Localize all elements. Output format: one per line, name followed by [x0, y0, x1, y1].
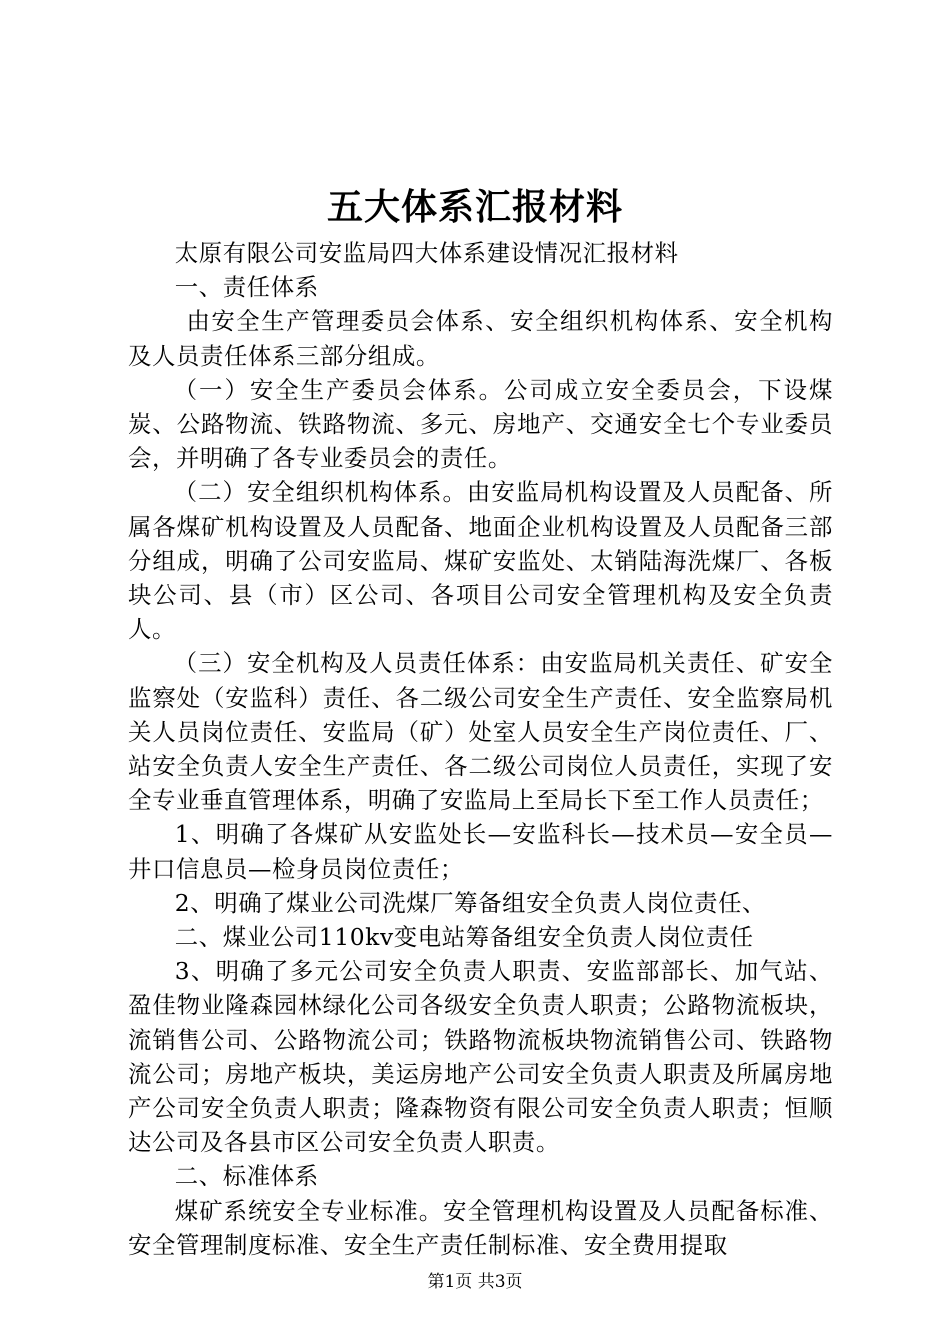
- section-heading-responsibility: 一、责任体系: [174, 273, 319, 302]
- paragraph: 由安全生产管理委员会体系、安全组织机构体系、安全机构及人员责任体系三部分组成。: [128, 307, 833, 370]
- paragraph: 二、煤业公司110kv变电站筹备组安全负责人岗位责任: [174, 923, 754, 952]
- paragraph: （三）安全机构及人员责任体系：由安监局机关责任、矿安全监察处（安监科）责任、各二级公司安全生产责任、安全监察局机关人员岗位责任、安监局（矿）处室人员安全生产岗位责任、厂、站安全负责人安全生产责任、各二级公司岗位人员责任，实现了安全专业垂直管理体系，明确了安监局上至局长下至工作人员责任；: [128, 649, 833, 815]
- paragraph: （二）安全组织机构体系。由安监局机构设置及人员配备、所属各煤矿机构设置及人员配备、地面企业机构设置及人员配备三部分组成，明确了公司安监局、煤矿安监处、太销陆海洗煤厂、各板块公司、县（市）区公司、各项目公司安全管理机构及安全负责人。: [128, 478, 833, 644]
- section-heading-standards: 二、标准体系: [174, 1162, 319, 1191]
- paragraph: 煤矿系统安全专业标准。安全管理机构设置及人员配备标准、安全管理制度标准、安全生产责任制标准、安全费用提取: [128, 1196, 833, 1259]
- document-title: 五大体系汇报材料: [326, 186, 623, 228]
- page-footer: 第1页 共3页: [427, 1272, 523, 1292]
- paragraph: 1、明确了各煤矿从安监处长—安监科长—技术员—安全员—井口信息员—检身员岗位责任；: [128, 820, 833, 883]
- paragraph: （一）安全生产委员会体系。公司成立安全委员会，下设煤炭、公路物流、铁路物流、多元、房地产、交通安全七个专业委员会，并明确了各专业委员会的责任。: [128, 375, 833, 473]
- paragraph: 2、明确了煤业公司洗煤厂筹备组安全负责人岗位责任、: [174, 888, 767, 917]
- paragraph: 3、明确了多元公司安全负责人职责、安监部部长、加气站、盈佳物业隆森园林绿化公司各级安全负责人职责；公路物流板块，流销售公司、公路物流公司；铁路物流板块物流销售公司、铁路物流公司；房地产板块，美运房地产公司安全负责人职责及所属房地产公司安全负责人职责；隆森物资有限公司安全负责人职责；恒顺达公司及各县市区公司安全负责人职责。: [128, 957, 833, 1157]
- document-body: [128, 236, 833, 1262]
- subtitle-paragraph: 太原有限公司安监局四大体系建设情况汇报材料: [174, 239, 679, 267]
